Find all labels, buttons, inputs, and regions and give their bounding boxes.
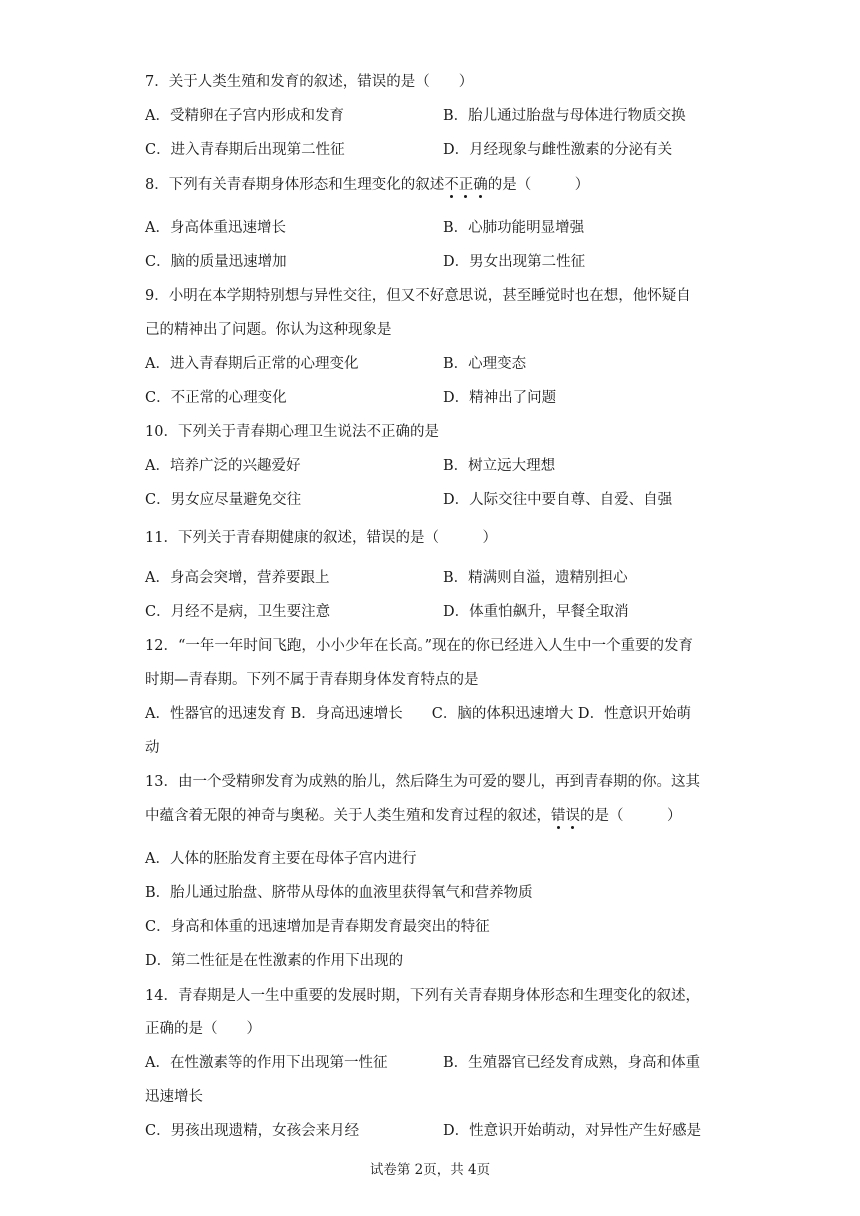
question-13-stem-pre: 中蕴含着无限的神奇与奥秘。关于人类生殖和发育过程的叙述，	[145, 808, 551, 824]
question-9-stem-line-1: 9．小明在本学期特别想与异性交往，但又不好意思说，甚至睡觉时也在想，他怀疑自	[145, 288, 691, 304]
question-14-option-a: A．在性激素等的作用下出现第一性征	[145, 1055, 388, 1071]
question-9-option-d: D．精神出了问题	[443, 390, 557, 406]
question-8-option-b: B．心肺功能明显增强	[443, 220, 585, 236]
question-12-stem-line-2: 时期—青春期。下列不属于青春期身体发育特点的是	[145, 672, 479, 688]
question-9-option-c: C．不正常的心理变化	[145, 390, 287, 406]
question-8-option-c: C．脑的质量迅速增加	[145, 254, 287, 270]
question-10-stem: 10．下列关于青春期心理卫生说法不正确的是	[145, 424, 439, 440]
question-13-stem-line-2	[145, 806, 682, 826]
question-13-option-b: B．胎儿通过胎盘、脐带从母体的血液里获得氧气和营养物质	[145, 885, 533, 901]
question-7-option-c: C．进入青春期后出现第二性征	[145, 142, 345, 158]
question-14-option-b: B．生殖器官已经发育成熟，身高和体重	[443, 1055, 701, 1071]
question-11-option-c: C．月经不是病，卫生要注意	[145, 604, 331, 620]
emphasis-char: 正	[458, 177, 474, 193]
emphasis-char: 误	[565, 808, 580, 824]
question-9-option-a: A．进入青春期后正常的心理变化	[145, 356, 359, 372]
question-7-option-a: A．受精卵在子宫内形成和发育	[145, 108, 344, 124]
question-13-option-d: D．第二性征是在性激素的作用下出现的	[145, 953, 404, 969]
question-9-option-b: B．心理变态	[443, 356, 527, 372]
emphasis-char: 错	[551, 808, 566, 824]
question-10-option-d: D．人际交往中要自尊、自爱、自强	[443, 492, 673, 508]
question-8-option-a: A．身高体重迅速增长	[145, 220, 286, 236]
question-13-option-c: C．身高和体重的迅速增加是青春期发育最突出的特征	[145, 919, 490, 935]
question-12-options-continuation: 动	[145, 740, 160, 756]
question-7-option-b: B．胎儿通过胎盘与母体进行物质交换	[443, 108, 686, 124]
question-7-option-d: D．月经现象与雌性激素的分泌有关	[443, 142, 673, 158]
question-14-option-d: D．性意识开始萌动，对异性产生好感是	[443, 1123, 702, 1139]
emphasis-char: 不	[444, 177, 459, 193]
question-13-option-a: A．人体的胚胎发育主要在母体子宫内进行	[145, 851, 417, 867]
question-11-option-d: D．体重怕飙升，早餐全取消	[443, 604, 629, 620]
question-14-option-c: C．男孩出现遗精，女孩会来月经	[145, 1123, 360, 1139]
question-11-stem: 11．下列关于青春期健康的叙述，错误的是（ ）	[145, 530, 497, 546]
question-12-options-line: A．性器官的迅速发育 B．身高迅速增长 C．脑的体积迅速增大 D．性意识开始萌	[145, 706, 692, 722]
question-14-stem-line-2: 正确的是（ ）	[145, 1021, 261, 1037]
question-13-stem-post: 的是（ ）	[580, 808, 682, 824]
question-8-stem	[145, 175, 589, 195]
question-13-stem-line-1: 13．由一个受精卵发育为成熟的胎儿，然后降生为可爱的婴儿，再到青春期的你。这其	[145, 774, 700, 790]
question-10-option-b: B．树立远大理想	[443, 458, 556, 474]
question-10-option-a: A．培养广泛的兴趣爱好	[145, 458, 301, 474]
question-11-option-b: B．精满则自溢，遗精别担心	[443, 570, 628, 586]
question-10-option-c: C．男女应尽量避免交往	[145, 492, 302, 508]
emphasis-char: 确	[473, 177, 488, 193]
question-9-stem-line-2: 己的精神出了问题。你认为这种现象是	[145, 322, 392, 338]
page-footer: 试卷第 2页，共 4页	[369, 1162, 491, 1178]
question-11-option-a: A．身高会突增，营养要跟上	[145, 570, 330, 586]
question-8-stem-pre: 8．下列有关青春期身体形态和生理变化的叙述	[145, 177, 445, 193]
question-7-stem: 7．关于人类生殖和发育的叙述，错误的是（ ）	[145, 74, 474, 90]
question-14-option-b-continuation: 迅速增长	[145, 1089, 203, 1105]
question-12-stem-line-1: 12．“一年一年时间飞跑，小小少年在长高。”现在的你已经进入人生中一个重要的发育	[145, 638, 694, 654]
question-8-option-d: D．男女出现第二性征	[443, 254, 586, 270]
question-8-stem-post: 的是（ ）	[487, 177, 590, 193]
question-14-stem-line-1: 14．青春期是人一生中重要的发展时期，下列有关青春期身体形态和生理变化的叙述，	[145, 988, 700, 1004]
